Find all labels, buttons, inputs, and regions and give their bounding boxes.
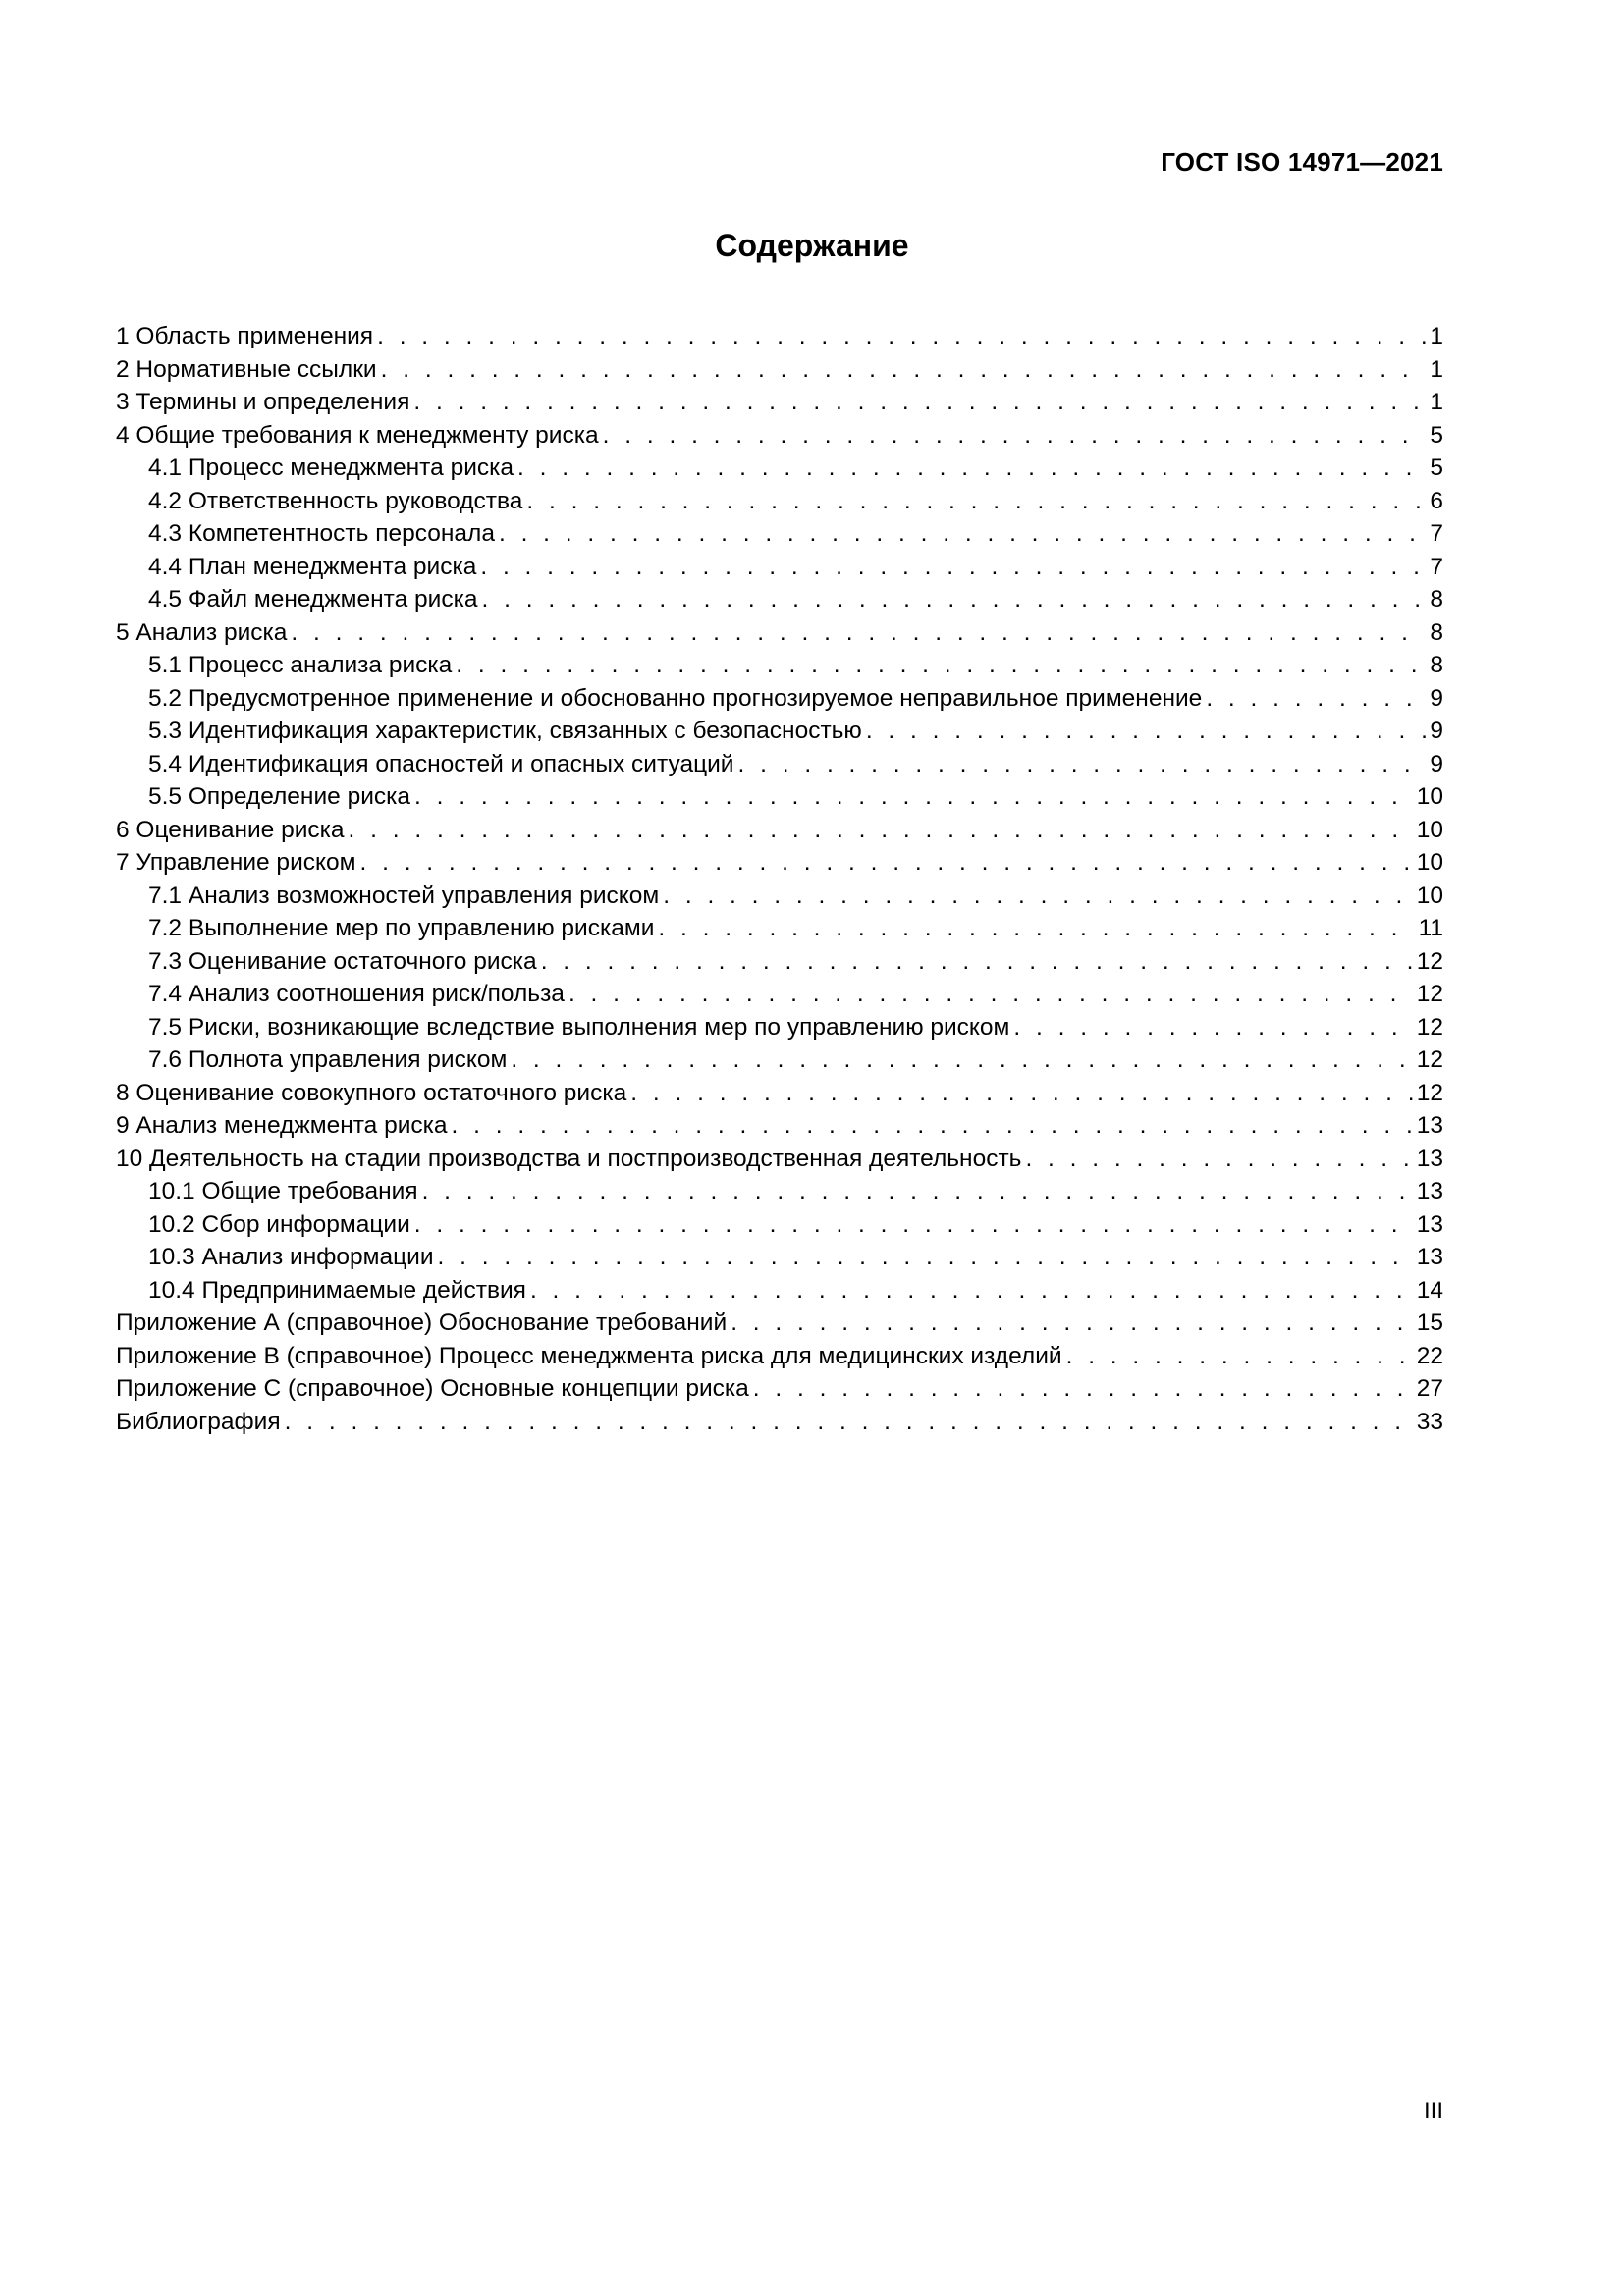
- toc-entry-page: 12: [1416, 1079, 1443, 1106]
- toc-dot-leader: [452, 1109, 1413, 1143]
- toc-entry[interactable]: [116, 748, 1443, 781]
- toc-dot-leader: [517, 452, 1426, 485]
- toc-entry-page: 11: [1418, 915, 1443, 941]
- toc-entry-page: 10: [1416, 816, 1443, 843]
- toc-dot-leader: [630, 1077, 1412, 1110]
- toc-entry-label: 5.5 Определение риска: [148, 783, 411, 810]
- toc-entry[interactable]: [116, 649, 1443, 682]
- toc-entry-page: 7: [1430, 520, 1443, 547]
- toc-dot-leader: [438, 1241, 1413, 1274]
- toc-entry-page: 9: [1430, 718, 1443, 744]
- toc-entry-label: 10.3 Анализ информации: [148, 1244, 434, 1270]
- toc-entry[interactable]: [116, 353, 1443, 387]
- toc-entry-label: 5.2 Предусмотренное применение и обоснованно прогнозируемое неправильное применение: [148, 684, 1203, 712]
- toc-entry[interactable]: [116, 1011, 1443, 1044]
- toc-entry[interactable]: [116, 978, 1443, 1011]
- toc-entry-page: 13: [1416, 1178, 1443, 1204]
- toc-entry-label: 10.2 Сбор информации: [148, 1210, 410, 1238]
- toc-entry-label: 3 Термины и определения: [116, 389, 410, 415]
- document-code: ГОСТ ISO 14971—2021: [1161, 147, 1443, 177]
- toc-entry-page: 12: [1416, 1013, 1443, 1041]
- toc-entry-page: 27: [1416, 1375, 1443, 1402]
- toc-dot-leader: [658, 912, 1414, 945]
- toc-entry-page: 12: [1416, 947, 1443, 975]
- toc-entry[interactable]: [116, 1340, 1443, 1373]
- toc-entry[interactable]: [116, 1175, 1443, 1208]
- toc-entry-page: 15: [1416, 1309, 1443, 1336]
- toc-entry[interactable]: [116, 1208, 1443, 1242]
- toc-dot-leader: [530, 1274, 1413, 1308]
- toc-entry-label: Приложение А (справочное) Обоснование требований: [116, 1309, 728, 1336]
- toc-dot-leader: [480, 551, 1426, 584]
- page-number: III: [1423, 2098, 1443, 2124]
- toc-entry-page: 1: [1430, 389, 1443, 415]
- toc-entry[interactable]: [116, 945, 1443, 979]
- toc-entry-page: 22: [1416, 1342, 1443, 1369]
- toc-dot-leader: [285, 1406, 1413, 1439]
- toc-entry-page: 13: [1416, 1244, 1443, 1270]
- toc-dot-leader: [526, 485, 1426, 518]
- toc-entry-label: 7.4 Анализ соотношения риск/польза: [148, 981, 565, 1007]
- toc-entry-page: 6: [1430, 487, 1443, 514]
- toc-entry[interactable]: [116, 1043, 1443, 1077]
- toc-entry[interactable]: [116, 517, 1443, 551]
- toc-entry[interactable]: [116, 551, 1443, 584]
- toc-entry-label: 2 Нормативные ссылки: [116, 355, 377, 383]
- toc-entry[interactable]: [116, 320, 1443, 353]
- toc-entry[interactable]: [116, 1372, 1443, 1406]
- toc-entry-label: 7.3 Оценивание остаточного риска: [148, 947, 537, 975]
- toc-entry[interactable]: [116, 1241, 1443, 1274]
- toc-entry-page: 1: [1430, 355, 1443, 383]
- toc-entry[interactable]: [116, 1406, 1443, 1439]
- toc-entry-label: 10.1 Общие требования: [148, 1178, 418, 1204]
- toc-entry-page: 13: [1416, 1112, 1443, 1139]
- toc-entry[interactable]: [116, 583, 1443, 616]
- toc-dot-leader: [482, 583, 1427, 616]
- toc-dot-leader: [381, 353, 1427, 387]
- toc-entry[interactable]: [116, 1307, 1443, 1340]
- toc-dot-leader: [511, 1043, 1412, 1077]
- toc-dot-leader: [568, 978, 1413, 1011]
- toc-entry-label: 8 Оценивание совокупного остаточного риска: [116, 1079, 627, 1106]
- toc-entry-page: 7: [1430, 553, 1443, 580]
- toc-dot-leader: [603, 419, 1427, 453]
- toc-dot-leader: [456, 649, 1426, 682]
- toc-entry-page: 5: [1430, 421, 1443, 449]
- toc-dot-leader: [377, 320, 1426, 353]
- toc-dot-leader: [291, 616, 1426, 650]
- toc-dot-leader: [663, 880, 1413, 913]
- toc-entry-page: 8: [1430, 652, 1443, 678]
- toc-entry-label: 5.1 Процесс анализа риска: [148, 652, 453, 678]
- toc-entry[interactable]: [116, 419, 1443, 453]
- toc-entry-page: 10: [1416, 881, 1443, 909]
- toc-dot-leader: [737, 748, 1426, 781]
- toc-entry-page: 13: [1416, 1145, 1443, 1172]
- toc-entry[interactable]: [116, 485, 1443, 518]
- toc-dot-leader: [731, 1307, 1413, 1340]
- toc-entry[interactable]: [116, 880, 1443, 913]
- toc-entry-label: Библиография: [116, 1408, 281, 1435]
- toc-entry-label: 7.1 Анализ возможностей управления риском: [148, 881, 660, 909]
- toc-entry-label: 10 Деятельность на стадии производства и постпроизводственная деятельность: [116, 1145, 1022, 1172]
- toc-entry[interactable]: [116, 715, 1443, 748]
- toc-entry-label: 1 Область применения: [116, 323, 374, 349]
- toc-dot-leader: [349, 814, 1413, 847]
- toc-entry-page: 14: [1416, 1276, 1443, 1304]
- toc-entry-page: 9: [1430, 684, 1443, 712]
- toc-dot-leader: [1025, 1143, 1412, 1176]
- toc-entry-page: 1: [1430, 323, 1443, 349]
- toc-entry-label: 5 Анализ риска: [116, 618, 288, 646]
- toc-entry-label: 4.4 План менеджмента риска: [148, 553, 477, 580]
- toc-entry-page: 9: [1430, 750, 1443, 777]
- toc-dot-leader: [414, 1208, 1413, 1242]
- toc-dot-leader: [499, 517, 1426, 551]
- toc-entry-label: 4.2 Ответственность руководства: [148, 487, 523, 514]
- toc-entry[interactable]: [116, 452, 1443, 485]
- toc-entry[interactable]: [116, 1274, 1443, 1308]
- toc-entry[interactable]: [116, 1109, 1443, 1143]
- toc-entry-label: 7.6 Полнота управления риском: [148, 1046, 508, 1073]
- toc-entry-label: Приложение С (справочное) Основные концепции риска: [116, 1375, 749, 1402]
- toc-entry-page: 12: [1416, 1046, 1443, 1073]
- toc-dot-leader: [413, 386, 1426, 419]
- table-of-contents: [116, 320, 1443, 1438]
- toc-entry-label: 10.4 Предпринимаемые действия: [148, 1276, 526, 1304]
- toc-entry-label: 5.3 Идентификация характеристик, связанных с безопасностью: [148, 718, 862, 744]
- toc-entry-label: 7.5 Риски, возникающие вследствие выполнения мер по управлению риском: [148, 1013, 1010, 1041]
- toc-entry[interactable]: [116, 846, 1443, 880]
- toc-entry-label: 7.2 Выполнение мер по управлению рисками: [148, 915, 655, 941]
- page-title: Содержание: [715, 228, 909, 263]
- toc-entry-label: 5.4 Идентификация опасностей и опасных ситуаций: [148, 750, 734, 777]
- toc-entry[interactable]: [116, 1143, 1443, 1176]
- toc-dot-leader: [1013, 1011, 1412, 1044]
- toc-entry-page: 5: [1430, 454, 1443, 481]
- toc-dot-leader: [1066, 1340, 1413, 1373]
- toc-entry-page: 10: [1416, 783, 1443, 810]
- toc-entry[interactable]: [116, 386, 1443, 419]
- toc-entry[interactable]: [116, 1077, 1443, 1110]
- toc-entry-label: 6 Оценивание риска: [116, 816, 345, 843]
- toc-entry-label: 9 Анализ менеджмента риска: [116, 1112, 448, 1139]
- toc-dot-leader: [414, 780, 1413, 814]
- toc-entry-label: 4.3 Компетентность персонала: [148, 520, 495, 547]
- toc-entry[interactable]: [116, 814, 1443, 847]
- toc-entry[interactable]: [116, 912, 1443, 945]
- toc-entry-page: 8: [1430, 618, 1443, 646]
- toc-entry-page: 8: [1430, 586, 1443, 613]
- toc-entry-label: Приложение В (справочное) Процесс менеджмента риска для медицинских изделий: [116, 1342, 1062, 1369]
- toc-dot-leader: [866, 715, 1427, 748]
- toc-entry-label: 4 Общие требования к менеджменту риска: [116, 421, 599, 449]
- toc-entry[interactable]: [116, 682, 1443, 716]
- toc-entry-page: 10: [1416, 849, 1443, 876]
- toc-dot-leader: [422, 1175, 1413, 1208]
- toc-entry[interactable]: [116, 616, 1443, 650]
- toc-entry-label: 4.1 Процесс менеджмента риска: [148, 454, 514, 481]
- toc-entry-page: 13: [1416, 1210, 1443, 1238]
- toc-dot-leader: [753, 1372, 1413, 1406]
- toc-entry[interactable]: [116, 780, 1443, 814]
- toc-entry-label: 7 Управление риском: [116, 849, 356, 876]
- toc-dot-leader: [541, 945, 1413, 979]
- toc-entry-page: 33: [1416, 1408, 1443, 1435]
- toc-dot-leader: [359, 846, 1412, 880]
- toc-entry-page: 12: [1416, 981, 1443, 1007]
- toc-dot-leader: [1206, 682, 1426, 716]
- toc-entry-label: 4.5 Файл менеджмента риска: [148, 586, 478, 613]
